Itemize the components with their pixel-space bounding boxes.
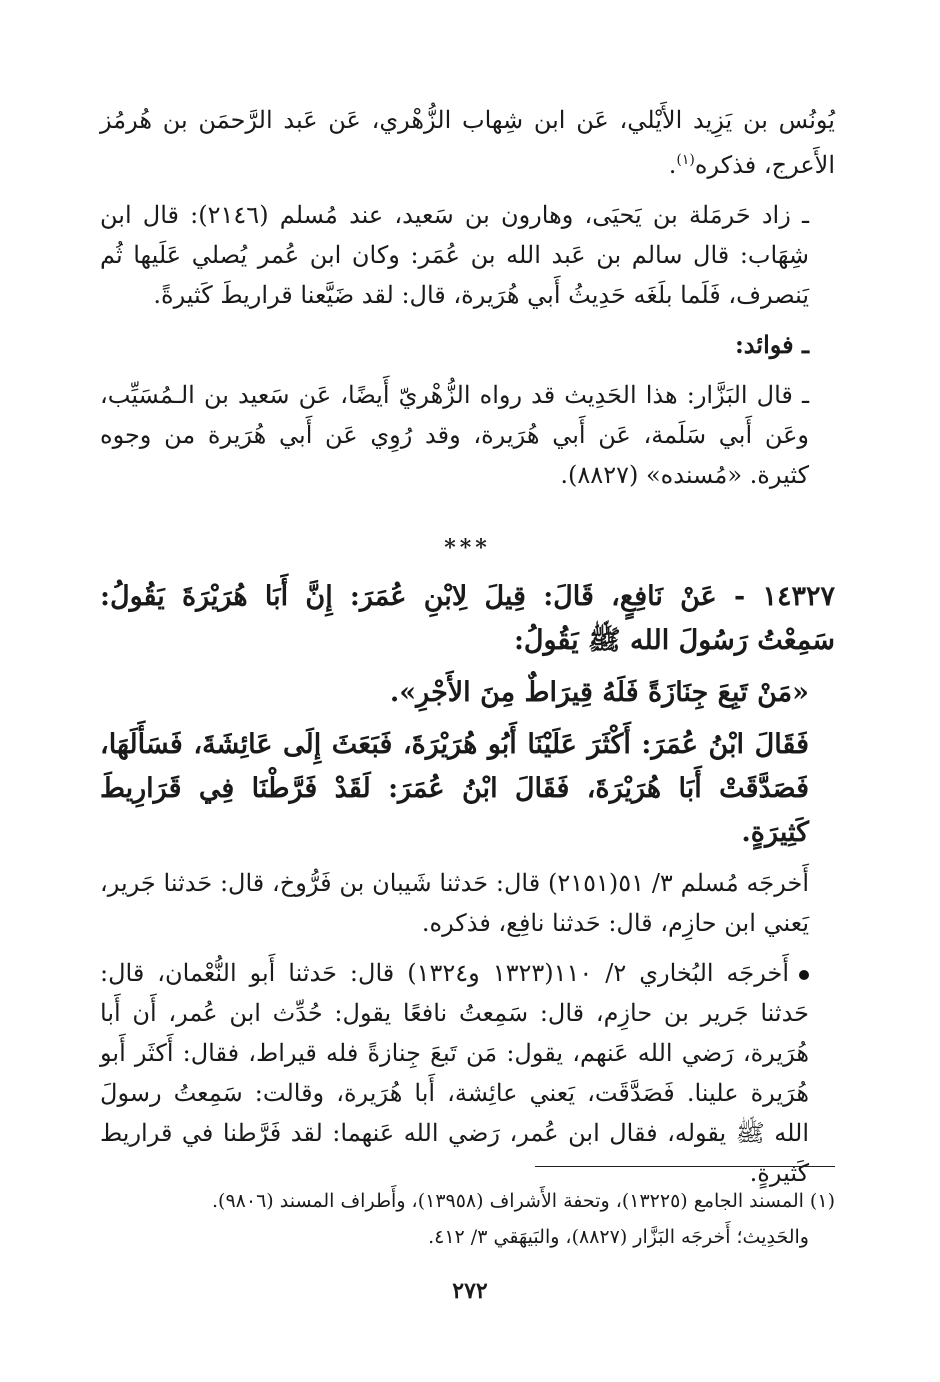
bullet-icon (799, 970, 809, 980)
hadith-intro: ١٤٣٢٧ - عَنْ نَافِعٍ، قَالَ: قِيلَ لِابْنِ عُمَرَ: إِنَّ أَبَا هُرَيْرَةَ يَقُولُ: سَمِعْتُ رَسُولَ الله ﷺ يَقُولُ: (100, 581, 835, 656)
takhrij-bukhari (100, 953, 835, 1193)
paragraph-isnad-continuation: يُونُس بن يَزِيد الأَيْلي، عَن ابن شِهاب الزُّهْري، عَن عَبد الرَّحمَن بن هُرمُز الأَعرج، فذكره$^{(١)}$. (100, 106, 835, 179)
takhrij-muslim: أَخرجَه مُسلم ٣/ ٥١(٢١٥١) قال: حَدثنا شَيبان بن فَرُّوخ، قال: حَدثنا جَرير، يَعني ابن حازِم، قال: حَدثنا نافِع، فذكره. (100, 869, 810, 937)
footnote-ref: (١) (676, 152, 695, 168)
page-number: ٢٧٢ (452, 1278, 488, 1304)
heading-fawaid: ـ فوائد: (734, 330, 809, 359)
footnotes (100, 1183, 835, 1255)
takhrij-bukhari-text: أَخرجَه البُخاري ٢/ ١١٠(١٣٢٣ و١٣٢٤) قال: حَدثنا أَبو النُّعْمان، قال: حَدثنا جَرير بن حازِم، قال: سَمِعتُ نافعًا يقول: حُدِّث ابن عُمر، أَن أَبا هُرَيرة، رَضي الله عَنهم، يقول: مَن تَبعَ جِنازةً فله قيراط، فقال: أَكثَر أَبو هُرَيرة علينا. فَصَدَّقَت، يَعني عائِشة، أَبا هُرَيرة، وقالت: سَمِعتُ رسولَ الله ﷺ يقوله، فقال ابن عُمر، رَضي الله عَنهما: لقد فَرَّطنا في قراريط كَثيرةٍ. (100, 959, 809, 1187)
footnote-1-continued: والحَدِيث؛ أَخرجَه البَزَّار (٨٨٢٧)، والبَيهَقي ٣/ ٤١٢. (428, 1226, 809, 1248)
main-text (100, 100, 835, 1203)
footnote-divider (535, 1166, 835, 1167)
paragraph-addition: ـ زاد حَرمَلة بن يَحيَى، وهارون بن سَعيد، عند مُسلم (٢١٤٦): قال ابن شِهَاب: قال سالم بن عَبد الله بن عُمَر: وكان ابن عُمر يُصلي عَلَيها ثُم يَنصرف، فَلَما بلَغَه حَدِيثُ أَبي هُرَيرة، قال: لقد ضَيَّعنا قراريطَ كَثيرةً. (100, 201, 809, 309)
hadith-narration: فَقَالَ ابْنُ عُمَرَ: أَكْثَرَ عَلَيْنَا أَبُو هُرَيْرَةَ، فَبَعَثَ إِلَى عَائِشَةَ، فَسَأَلَهَا، فَصَدَّقَتْ أَبَا هُرَيْرَةَ، فَقَالَ ابْنُ عُمَرَ: لَقَدْ فَرَّطْنَا فِي قَرَارِيطَ كَثِيرَةٍ. (100, 729, 809, 848)
hadith-quote: «مَنْ تَبِعَ جِنَازَةً فَلَهُ قِيرَاطٌ مِنَ الأَجْرِ». (389, 677, 809, 708)
paragraph-bazzar: ـ قال البَزَّار: هذا الحَدِيث قد رواه الزُّهْريّ أَيضًا، عَن سَعيد بن الـمُسَيِّب، وعَن أَبي سَلَمة، عَن أَبي هُرَيرة، وقد رُوِي عَن أَبي هُرَيرة من وجوه كثيرة. «مُسنده» (٨٨٢٧). (100, 381, 809, 489)
paragraph-text: يُونُس بن يَزِيد الأَيْلي، عَن ابن شِهاب الزُّهْري، عَن عَبد الرَّحمَن بن هُرمُز الأَعرج، فذكره (100, 106, 835, 179)
footnote-1: (١) المسند الجامع (١٣٢٢٥)، وتحفة الأَشراف (١٣٩٥٨)، وأَطراف المسند (٩٨٠٦). (212, 1190, 835, 1212)
section-separator: *** (444, 535, 491, 561)
